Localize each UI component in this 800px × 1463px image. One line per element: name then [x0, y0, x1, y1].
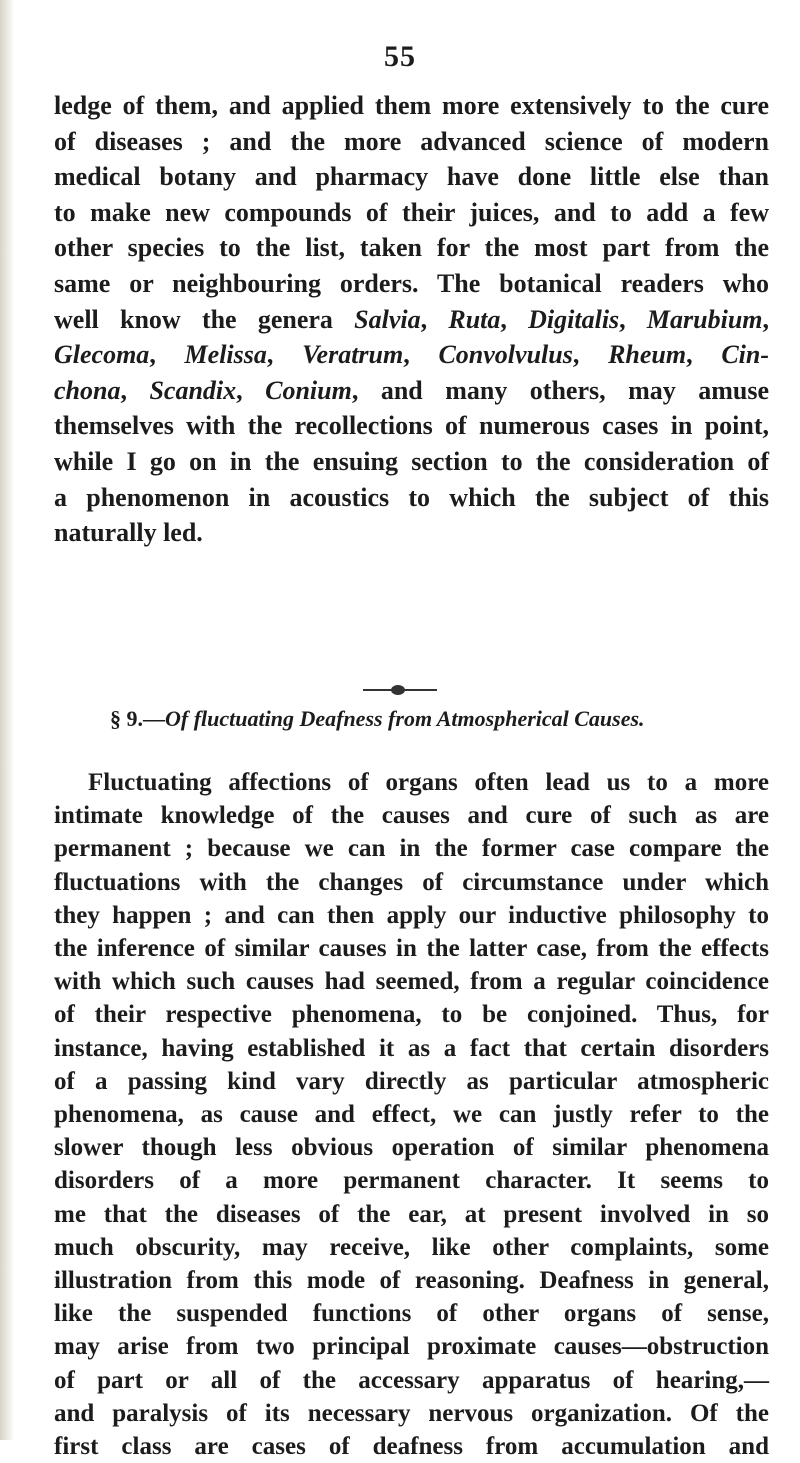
- text-line: intimate knowledge of the causes and cure of such as are: [54, 802, 769, 830]
- text-line: they happen ; and can then apply our inductive philosophy to: [54, 901, 769, 929]
- text-line: of part or all of the accessary apparatus of hearing,—: [54, 1366, 769, 1394]
- text-line: while I go on in the ensuing section to the consideration of: [54, 446, 769, 476]
- text-line: naturally led.: [54, 518, 203, 548]
- text-line: same or neighbouring orders. The botanical readers who: [54, 268, 769, 298]
- page-binding-edge: [0, 0, 14, 1440]
- text-line: with which such causes had seemed, from a regular coincidence: [54, 968, 769, 996]
- text-line: me that the diseases of the ear, at present involved in so: [54, 1200, 769, 1228]
- text-line: Fluctuating affections of organs often lead us to a more: [88, 769, 769, 796]
- text-line: first class are cases of deafness from accumulation and: [54, 1433, 769, 1461]
- text-line: other species to the list, taken for the most part from the: [54, 233, 769, 263]
- paragraph-botany: [54, 88, 769, 551]
- paragraph-fluctuating-deafness: [54, 766, 769, 1463]
- text-line: themselves with the recollections of numerous cases in point,: [54, 411, 769, 441]
- text-line: illustration from this mode of reasoning. Deafness in general,: [54, 1267, 769, 1295]
- text-line: much obscurity, may receive, like other complaints, some: [54, 1233, 769, 1261]
- text-line: slower though less obvious operation of similar phenomena: [54, 1134, 769, 1162]
- text-line: instance, having established it as a fact that certain disorders: [54, 1034, 769, 1062]
- text-line: like the suspended functions of other organs of sense,: [54, 1300, 769, 1328]
- text-line: Glecoma, Melissa, Veratrum, Convolvulus, Rheum, Cin-: [54, 340, 769, 370]
- section-number: § 9.—: [110, 706, 165, 731]
- text-line: of diseases ; and the more advanced science of modern: [54, 126, 769, 156]
- text-line: and paralysis of its necessary nervous organization. Of the: [54, 1399, 769, 1427]
- text-line: may arise from two principal proximate causes—obstruction: [54, 1333, 769, 1361]
- text-line: of a passing kind vary directly as particular atmospheric: [54, 1067, 769, 1095]
- text-line: of their respective phenomena, to be conjoined. Thus, for: [54, 1001, 769, 1029]
- section-divider-ornament: [0, 681, 800, 699]
- text-line: a phenomenon in acoustics to which the subject of this: [54, 482, 769, 512]
- page-number: 55: [384, 40, 416, 73]
- text-line: the inference of similar causes in the latter case, from the effects: [54, 935, 769, 963]
- text-line: to make new compounds of their juices, and to add a few: [54, 197, 769, 227]
- text-line: chona, Scandix, Conium, and many others, may amuse: [54, 375, 770, 405]
- section-title: Of fluctuating Deafness from Atmospherical Causes.: [165, 706, 645, 731]
- text-line: phenomena, as cause and effect, we can justly refer to the: [54, 1101, 769, 1129]
- text-line: medical botany and pharmacy have done little else than: [54, 162, 769, 192]
- text-line: disorders of a more permanent character. It seems to: [54, 1167, 769, 1195]
- text-line: permanent ; because we can in the former case compare the: [54, 835, 769, 863]
- text-line: well know the genera Salvia, Ruta, Digitalis, Marubium,: [54, 304, 770, 334]
- section-heading: [110, 706, 750, 732]
- text-line: fluctuations with the changes of circumstance under which: [54, 868, 769, 896]
- text-line: ledge of them, and applied them more extensively to the cure: [54, 91, 769, 120]
